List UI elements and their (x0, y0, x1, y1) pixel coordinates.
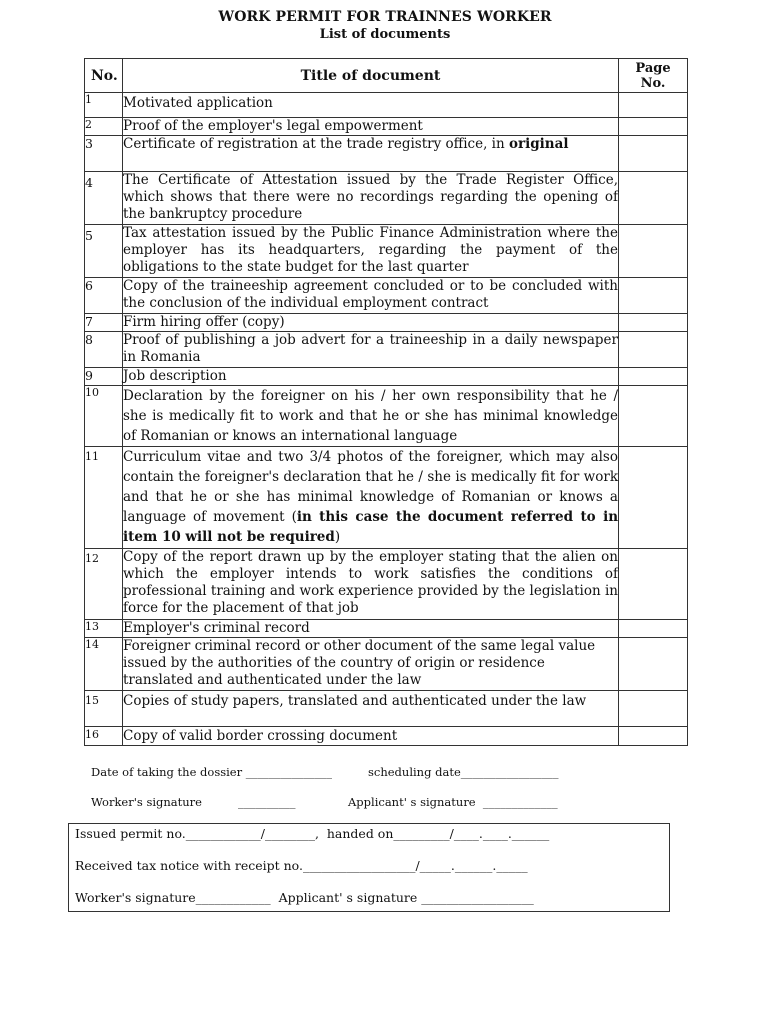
page-number-cell (619, 386, 688, 447)
table-header-row (85, 59, 688, 93)
row-number: 6 (85, 278, 123, 314)
table-row (85, 93, 688, 118)
document-title-cell: Proof of publishing a job advert for a traineeship in a daily newspaper in Romania (123, 332, 619, 368)
page-number-cell (619, 638, 688, 691)
document-title-cell: Job description (123, 368, 619, 386)
document-title-cell: Employer's criminal record (123, 620, 619, 638)
row-number: 7 (85, 314, 123, 332)
document-title-cell: Certificate of registration at the trade registry office, in original (123, 136, 619, 172)
page-number-cell (619, 225, 688, 278)
permit-issue-box (68, 823, 670, 912)
table-row (85, 314, 688, 332)
row-number: 9 (85, 368, 123, 386)
row-number: 1 (85, 93, 123, 118)
page-number-cell (619, 447, 688, 549)
document-title-cell: Copy of the traineeship agreement concluded or to be concluded with the conclusion of the individual employment contract (123, 278, 619, 314)
table-row (85, 136, 688, 172)
page-number-cell (619, 278, 688, 314)
row-number: 2 (85, 118, 123, 136)
box-signatures-field[interactable]: Worker's signature____________ Applicant' s signature __________________ (75, 890, 534, 905)
table-row (85, 447, 688, 549)
row-number: 13 (85, 620, 123, 638)
row-number: 4 (85, 172, 123, 225)
document-title-cell: Firm hiring offer (copy) (123, 314, 619, 332)
page-number-cell (619, 172, 688, 225)
document-title-cell: Declaration by the foreigner on his / her own responsibility that he / she is medically fit to work and that he or she has minimal knowledge of Romanian or knows an international language (123, 386, 619, 447)
page-number-cell (619, 118, 688, 136)
table-row (85, 691, 688, 727)
document-title-cell: Foreigner criminal record or other document of the same legal value issued by the authorities of the country of origin or residence translated and authenticated under the law (123, 638, 619, 691)
table-row (85, 118, 688, 136)
document-title-cell: Proof of the employer's legal empowerment (123, 118, 619, 136)
page-number-cell (619, 93, 688, 118)
row-number: 15 (85, 691, 123, 727)
page-number-cell (619, 691, 688, 727)
page-number-cell (619, 332, 688, 368)
table-row (85, 727, 688, 746)
documents-table (84, 58, 688, 746)
table-row (85, 638, 688, 691)
table-row (85, 386, 688, 447)
date-taking-dossier-field[interactable]: Date of taking the dossier _______________ (91, 765, 333, 779)
row-number: 10 (85, 386, 123, 447)
document-title: WORK PERMIT FOR TRAINNES WORKER (218, 9, 552, 25)
column-header-no: No. (85, 59, 123, 93)
document-title-cell: Copy of the report drawn up by the employer stating that the alien on which the employer intends to work satisfies the conditions of professional training and work experience provided by the legislation in force for the placement of that job (123, 549, 619, 620)
row-number: 8 (85, 332, 123, 368)
issued-permit-field[interactable]: Issued permit no.____________/________, handed on_________/____.____.______ (75, 826, 550, 841)
document-title-cell: Curriculum vitae and two 3/4 photos of the foreigner, which may also contain the foreigner's declaration that he / she is medically fit for work and that he or she has minimal knowledge of Romanian or knows a language of movement (in this case the document referred to in item 10 will not be required) (123, 447, 619, 549)
document-title-cell: Motivated application (123, 93, 619, 118)
row-number: 3 (85, 136, 123, 172)
page-number-cell (619, 136, 688, 172)
page-number-cell (619, 368, 688, 386)
page-number-cell (619, 314, 688, 332)
page-number-cell (619, 620, 688, 638)
worker-signature-label: Worker's signature (91, 795, 202, 809)
table-row (85, 620, 688, 638)
table-row (85, 225, 688, 278)
table-row (85, 332, 688, 368)
document-title-cell: Copy of valid border crossing document (123, 727, 619, 746)
table-row (85, 549, 688, 620)
tax-notice-field[interactable]: Received tax notice with receipt no.__________________/_____.______._____ (75, 858, 528, 873)
row-number: 16 (85, 727, 123, 746)
row-number: 14 (85, 638, 123, 691)
document-title-cell: Tax attestation issued by the Public Finance Administration where the employer has its headquarters, regarding the payment of the obligations to the state budget for the last quarter (123, 225, 619, 278)
document-title-cell: The Certificate of Attestation issued by the Trade Register Office, which shows that there were no recordings regarding the opening of the bankruptcy procedure (123, 172, 619, 225)
row-number: 5 (85, 225, 123, 278)
column-header-page: Page No. (619, 59, 688, 93)
table-row (85, 368, 688, 386)
document-subtitle: List of documents (319, 27, 451, 42)
scheduling-date-field[interactable]: scheduling date_________________ (368, 765, 559, 779)
page-number-cell (619, 727, 688, 746)
column-header-title: Title of document (123, 59, 619, 93)
applicant-signature-field[interactable]: Applicant' s signature _____________ (348, 795, 558, 809)
document-title-cell: Copies of study papers, translated and authenticated under the law (123, 691, 619, 727)
table-row (85, 278, 688, 314)
table-row (85, 172, 688, 225)
worker-signature-field[interactable]: __________ (238, 795, 296, 809)
row-number: 11 (85, 447, 123, 549)
row-number: 12 (85, 549, 123, 620)
page-number-cell (619, 549, 688, 620)
